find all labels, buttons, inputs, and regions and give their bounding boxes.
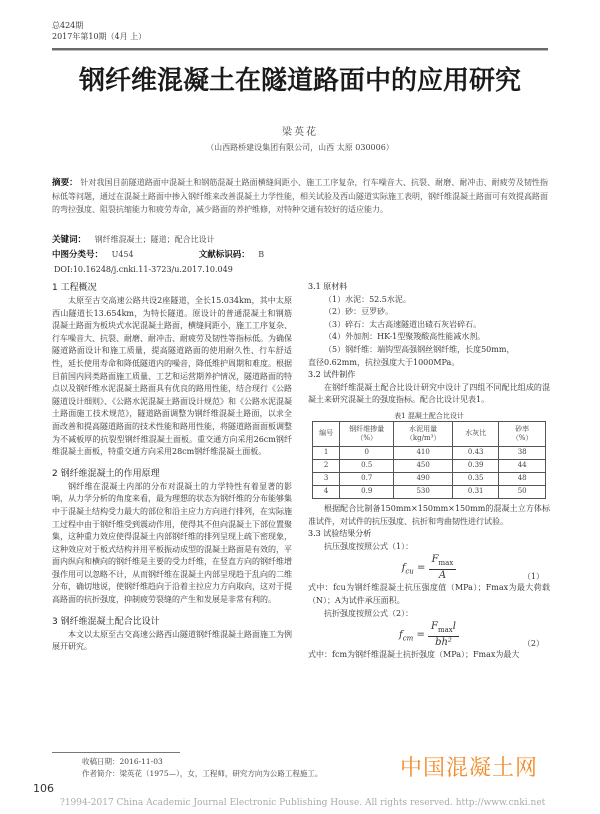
clc-label: 中图分类号 [52, 250, 95, 260]
clc-value: U454 [111, 250, 134, 259]
material-item-cont: 直径0.62mm，抗拉强度大于1000MPa。 [308, 357, 460, 367]
table-cell: 410 [394, 446, 453, 459]
subsection-3-2-paragraph: 在钢纤维混凝土配合比设计研究中设计了四组不同配比组成的混凝土来研究混凝土的强度指标。配合比设计见表1。 [308, 382, 550, 405]
table-cell: 0.7 [340, 472, 394, 485]
issue-total: 总424期 [52, 21, 84, 30]
table-cell: 38 [499, 446, 546, 459]
table-header-cell: 水泥用量 （kg/m³） [394, 421, 453, 446]
material-item: （2）砂：豆罗砂。 [324, 307, 394, 317]
table-cell: 0.35 [453, 472, 499, 485]
table-cell: 0.5 [340, 459, 394, 472]
section-2-paragraph: 钢纤维在混凝土内部的分布对混凝土的力学特性有着显著的影响，从力学分析的角度来看，最为理想的状态为钢纤维的分布能够集中于混凝土结构受力最大的部位和沿主应力方向进行排列，在实际施工过程中由于钢纤维受到震动作用，使得其不但向混凝土下部位置聚集，这种重力效应使得混凝土内部钢纤维的排列呈现上疏下密现象，这种效应对于板式结构并用平板振动成型的混凝土路面是有效的，平面内纵向和横向的钢纤维是主要的受力纤维，在竖直方向的钢纤维增强作用可以忽略不计，从而钢纤维在混凝土内部呈现趋于乱向的二维分布，确切地说，使钢纤维趋向于沿着主拉应力方向取向，这对于提高路面的抗折强度，抑制疲劳裂缝的产生和发展是非常有利的。 [52, 481, 292, 605]
classification: 中图分类号： U454 文献标识码： B [52, 250, 265, 260]
table-cell: 530 [394, 485, 453, 498]
table-row [313, 485, 546, 498]
header-rule [52, 48, 548, 51]
article-title: 钢纤维混凝土在隧道路面中的应用研究 [78, 66, 521, 96]
table-row [313, 459, 546, 472]
formula-2-description: 式中：fcm为钢纤维混凝土抗折强度（MPa）；Fmax为最大 [308, 650, 520, 660]
table-cell: 50 [499, 485, 546, 498]
copyright-notice: ?1994-2017 China Academic Journal Electronic Publishing House. All rights reserved. http://www.cnki.net [60, 798, 546, 808]
formula-1-description: 式中：fcu为钢纤维混凝土抗压强度值（MPa）；Fmax为最大荷载（N）；A为试件承压面积。 [308, 583, 550, 605]
received-date: 收稿日期：2016-11-03 [82, 757, 163, 766]
table-cell: 48 [499, 472, 546, 485]
table-header-cell: 钢纤维掺量 （%） [340, 421, 394, 446]
equation-number: （2） [522, 639, 544, 649]
right-column [308, 281, 550, 747]
abstract-label: 摘要 [52, 178, 70, 188]
doc-code-label: 文献标识码 [198, 250, 242, 260]
table-cell: 490 [394, 472, 453, 485]
mix-design-table [312, 421, 546, 499]
table-cell: 450 [394, 459, 453, 472]
equation-number: （1） [522, 572, 544, 582]
table-cell: 0 [340, 446, 394, 459]
issue-date: 2017年第10期（4月 上） [52, 32, 147, 41]
table-caption: 表1 混凝土配合比设计 [394, 411, 464, 420]
formula-2: $f_{cm}$ = $\frac{F_{max}l}{\text{bh²}}$ （2） [399, 621, 544, 649]
table-cell: 0.43 [453, 446, 499, 459]
subsection-3-1-heading: 3.1 原材料 [308, 282, 348, 291]
table-header-cell: 砂率 （%） [499, 421, 546, 446]
watermark: 中国混凝土网 [400, 756, 539, 781]
material-item: （1）水泥：52.5水泥。 [324, 294, 411, 304]
page-number: 106 [33, 782, 54, 795]
material-item: （5）钢纤维：端钩型高强钢丝钢纤维，长度50mm， [324, 344, 515, 354]
keywords: 关键词： 钢纤维混凝土；隧道；配合比设计 [52, 235, 215, 245]
footnote-rule [52, 752, 180, 753]
doi[interactable]: DOI:10.16248/j.cnki.11-3723/u.2017.10.049 [54, 265, 233, 274]
author-bio: 作者简介：梁英花（1975—），女，工程师，研究方向为公路工程施工。 [82, 769, 323, 778]
formula-1: $f_{cu}$ = $\frac{F_{max}}{A}$ （1） [401, 554, 544, 582]
table-cell: 4 [313, 485, 340, 498]
flexural-intro: 抗折强度按照公式（2）： [324, 608, 414, 618]
material-item: （3）碎石：太古高速隧道出碴石灰岩碎石。 [324, 319, 482, 329]
section-1-heading: 1 工程概况 [52, 283, 97, 293]
left-column [52, 281, 292, 747]
table-header-cell: 编号 [313, 421, 340, 446]
doc-code-value: B [258, 250, 265, 259]
keywords-text: 钢纤维混凝土；隧道；配合比设计 [94, 235, 215, 244]
table-row [313, 472, 546, 485]
abstract: 摘要： 针对我国目前隧道路面中混凝土和钢筋混凝土路面横缝间距小、施工工序复杂，行车噪音大、抗裂、耐磨、耐冲击、耐疲劳及韧性指标低等问题，通过在混凝土路面中掺入钢纤维来改善混凝土力学性能，相关试验及西山隧道实际施工表明，钢纤维混凝土路面可有效提高路面的弯拉强度、阻裂抗缩能力和疲劳寿命，减少路面的养护维修，对特种交通有较好的适应能力。 [52, 178, 548, 214]
table-header-row [313, 421, 546, 446]
keywords-label: 关键词 [52, 235, 78, 245]
table-cell: 0.31 [453, 485, 499, 498]
section-1-paragraph: 太原至古交高速公路共设2座隧道，全长15.034km，其中太原西山隧道长13.654km，为特长隧道。原设计的普通混凝土和钢筋混凝土路面为板块式水泥混凝土路面，横缝间距小，施工工序复杂、行车噪音大、抗裂、耐磨、耐冲击、耐疲劳及韧性等指标低。为确保隧道路面设计和施工质量，提高隧道路面的使用耐久性、行车舒适性，延长使用寿命和降低隧道内的噪音，降低维护周期和难度。根据目前国内同类路面施工质量、工艺和运营期养护情况，隧道路面的特点以及钢纤维水泥混凝土路面具有优良的路用性能，结合现行《公路隧道设计细则》、《公路水泥混凝土路面设计规范》和《公路水泥混凝土路面施工技术规范》，隧道路面调整为钢纤维混凝土路面，以求全面改善和提高隧道路面的技术性能和路用性能，将隧道路面面板调整为不减板厚的抗裂型钢纤维混凝土面板。重交通方向采用26cm钢纤维混凝土面板，特重交通方向采用28cm钢纤维混凝土面板。 [52, 296, 292, 457]
article-author: 梁英花 [282, 127, 318, 138]
subsection-3-2-heading: 3.2 试件制作 [308, 370, 356, 380]
table-cell: 0.39 [453, 459, 499, 472]
compressive-intro: 抗压强度按照公式（1）： [324, 541, 414, 551]
section-3-heading: 3 钢纤维混凝土配合比设计 [52, 616, 160, 627]
table-cell: 2 [313, 459, 340, 472]
material-item: （4）外加剂：HK-1型聚羧酸高性能减水剂。 [324, 332, 486, 342]
journal-header [52, 20, 146, 42]
table-cell: 3 [313, 472, 340, 485]
abstract-text: 针对我国目前隧道路面中混凝土和钢筋混凝土路面横缝间距小、施工工序复杂，行车噪音大、抗裂、耐磨、耐冲击、耐疲劳及韧性指标低等问题，通过在混凝土路面中掺入钢纤维来改善混凝土力学性能，相关试验及西山隧道实际施工表明，钢纤维混凝土路面可有效提高路面的弯拉强度、阻裂抗缩能力和疲劳寿命，减少路面的养护维修，对特种交通有较好的适应能力。 [52, 178, 548, 214]
table-header-cell: 水灰比 [453, 421, 499, 446]
section-3-intro: 本文以太原至古交高速公路西山隧道钢纤维混凝土路面施工为例展开研究。 [52, 629, 292, 652]
table-row [313, 446, 546, 459]
after-table-paragraph: 根据配合比制备150mm×150mm×150mm的混凝土立方体标准试件，对试件的抗压强度、抗折和弯曲韧性进行试验。 [308, 503, 550, 526]
section-2-heading: 2 钢纤维混凝土的作用原理 [52, 468, 160, 479]
subsection-3-3-heading: 3.3 试验结果分析 [308, 529, 372, 539]
table-cell: 44 [499, 459, 546, 472]
table-cell: 0.9 [340, 485, 394, 498]
author-affiliation: （山西路桥建设集团有限公司，山西 太原 030006） [206, 143, 394, 152]
table-cell: 1 [313, 446, 340, 459]
